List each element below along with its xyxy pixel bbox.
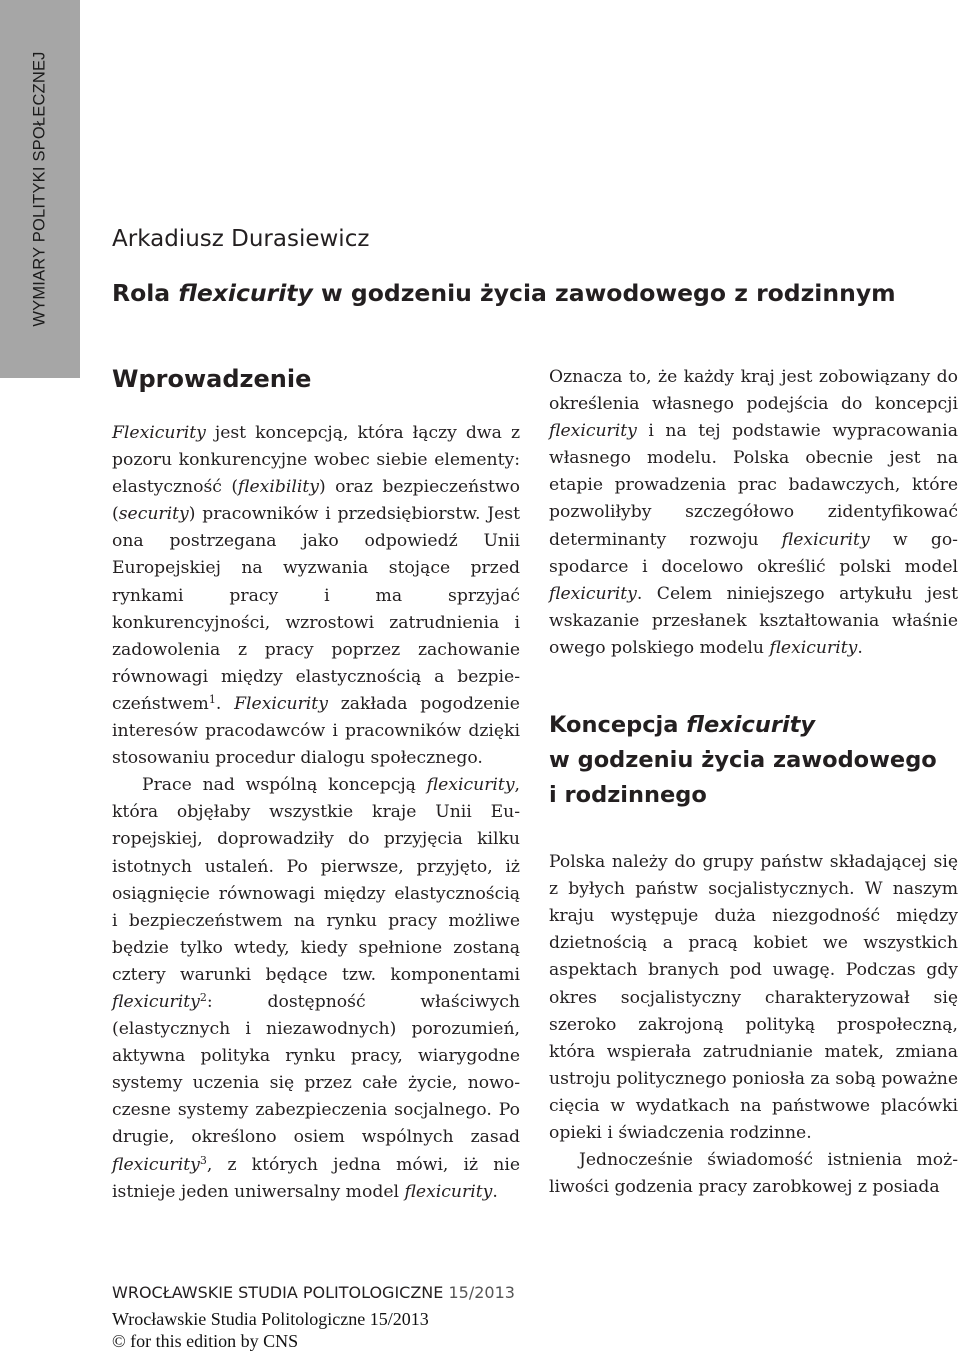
- title-pre: Rola: [112, 279, 179, 307]
- side-tab-label: WYMIARY POLITYKI SPOŁECZNEJ: [30, 51, 49, 327]
- right-column: [549, 364, 958, 1201]
- body-paragraph: Prace nad wspólną koncepcją flexicurity, która objęłaby wszystkie kraje Unii Europejskiej, doprowadziły do przyjęcia kilku istotnych ustaleń. Po pierwsze, przyjęto, iż osiągnięcie równowagi między elastycznością i bezpieczeństwem na rynku pracy możliwe będzie tylko wtedy, kiedy spełnione zostaną cztery warunki będące tzw. komponentami flexicurity$^2$: dostępność właściwych (elastycznych i niezawodnych) porozumień, aktywna polityka rynku pracy, wiarygodne systemy uczenia się przez całe życie, nowoczesne systemy zabezpieczenia socjalnego. Po drugie, określono osiem wspólnych zasad flexicurity$^3$, z których jedna mówi, iż nie istnieje jeden uniwersalny model flexicurity.: [112, 775, 520, 1202]
- journal-name: WROCŁAWSKIE STUDIA POLITOLOGICZNE: [112, 1283, 444, 1302]
- footer-citation: Wrocławskie Studia Politologiczne 15/2013: [112, 1309, 429, 1329]
- heading-italic: flexicurity: [686, 712, 816, 739]
- journal-issue: 15/2013: [448, 1283, 515, 1302]
- footer-journal: [112, 1283, 515, 1302]
- section-side-tab: [0, 0, 80, 378]
- left-column: [112, 364, 520, 1206]
- body-paragraph: Flexicurity jest koncepcją, która łączy dwa z pozoru konkurencyjne wobec siebie elementy: elastyczność (flexibility) oraz bezpieczeństwo (security) pracowników i przedsiębiorstw. Jest ona postrzegana jako odpowiedź Unii Europejskiej na wyzwania stojące przed rynkami pracy i ma sprzyjać konkurencyjności, wzrostowi zatrudnienia i zadowolenia z pracy poprzez zachowanie równowagi między elastycznością a bezpieczeństwem$^1$. Flexicurity zakłada pogodzenie interesów pracodawców i pracowników dzięki stosowaniu procedur dialogu społecznego.: [112, 423, 520, 769]
- heading-prefix: Koncepcja: [549, 712, 687, 739]
- footer-copyright: © for this edition by CNS: [112, 1331, 299, 1351]
- article-author: Arkadiusz Durasiewicz: [112, 226, 370, 252]
- section-heading-introduction: Wprowadzenie: [112, 365, 312, 393]
- heading-line3: i rodzinnego: [549, 782, 707, 809]
- body-paragraph: Jednocześnie świadomość istnienia możliwości godzenia pracy zarobkowej z posiada: [549, 1150, 958, 1198]
- article-title: [112, 279, 896, 307]
- body-paragraph: Polska należy do grupy państw składającej się z byłych państw socjalistycznych. W naszym kraju występuje duża niezgodność między dzietnością a pracą kobiet we wszystkich aspektach branych pod uwagę. Podczas gdy okres socjalistyczny charakteryzował się szeroko zakrojoną polityką prospołeczną, która wspierała zatrudnianie matek, zmiana ustroju politycznego poniosła za sobą poważne cięcia w wydatkach na państwowe placówki opieki i świadczenia rodzinne.: [549, 852, 958, 1143]
- title-italic: flexicurity: [178, 279, 313, 307]
- heading-line2: w godzeniu życia zawodowego: [549, 747, 937, 774]
- body-paragraph: Oznacza to, że każdy kraj jest zobowiązany do określenia własnego podejścia do koncepcji flexicurity i na tej podstawie wypracowania własnego modelu. Polska obecnie jest na etapie prowadzenia prac badawczych, które pozwoliłyby szczegółowo zidentyfikować determinanty rozwoju flexicurity w gospodarce i docelowo określić polski model flexicurity. Celem niniejszego artykułu jest wskazanie przesłanek kształtowania właśnie owego polskiego modelu flexicurity.: [549, 367, 958, 658]
- section-heading-concept: [549, 708, 958, 813]
- title-post: w godzeniu życia zawodowego z rodzinnym: [312, 279, 896, 307]
